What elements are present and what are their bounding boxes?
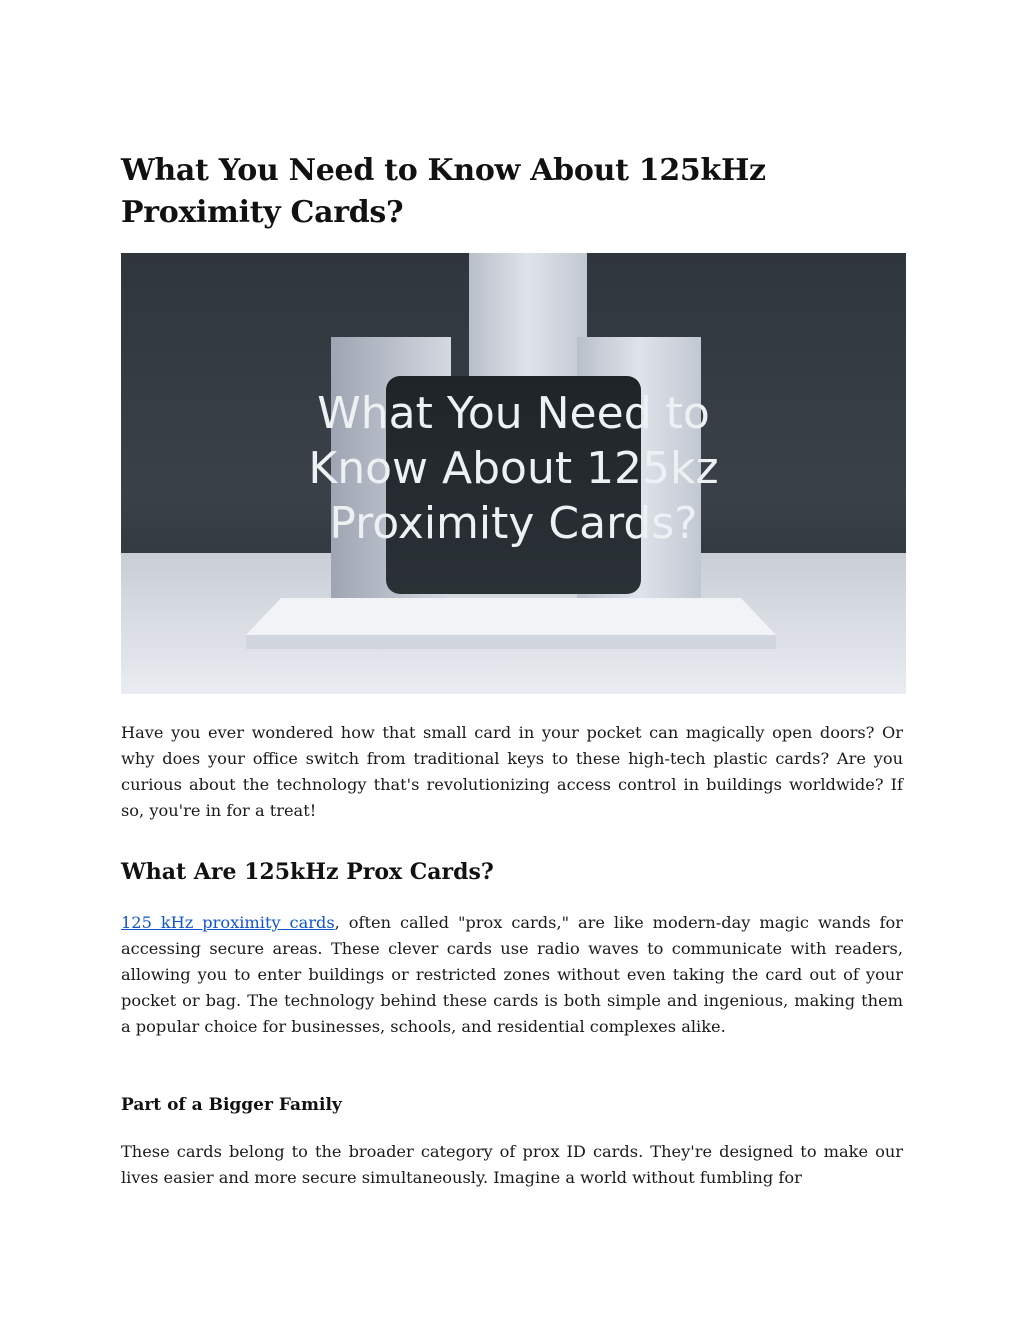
- hero-overlay-text: [121, 253, 906, 694]
- hero-image: [121, 253, 906, 694]
- section-heading-prox-cards: What Are 125kHz Prox Cards?: [121, 859, 494, 885]
- hero-line-1: What You Need to: [317, 388, 710, 439]
- section-paragraph-bigger-family: These cards belong to the broader category of prox ID cards. They're designed to make our lives easier and more secure simultaneously. Imagine a world without fumbling for: [121, 1142, 903, 1187]
- section-heading-bigger-family: Part of a Bigger Family: [121, 1095, 342, 1115]
- section-paragraph-prox-cards: [121, 910, 903, 1040]
- proximity-cards-link[interactable]: 125 kHz proximity cards: [121, 913, 335, 932]
- intro-paragraph: Have you ever wondered how that small card in your pocket can magically open doors? Or why does your office switch from traditional keys to these high-tech plastic cards? Are you curious about the technology that's revolutionizing access control in buildings worldwide? If so, you're in for a treat!: [121, 723, 903, 820]
- hero-line-3: Proximity Cards?: [329, 498, 698, 549]
- article-title: What You Need to Know About 125kHz Proximity Cards?: [121, 153, 766, 230]
- section-body-text: , often called "prox cards," are like modern-day magic wands for accessing secure areas. These clever cards use radio waves to communicate with readers, allowing you to enter buildings or restricted zones without even taking the card out of your pocket or bag. The technology behind these cards is both simple and ingenious, making them a popular choice for businesses, schools, and residential complexes alike.: [121, 913, 903, 1036]
- hero-line-2: Know About 125kz: [308, 443, 719, 494]
